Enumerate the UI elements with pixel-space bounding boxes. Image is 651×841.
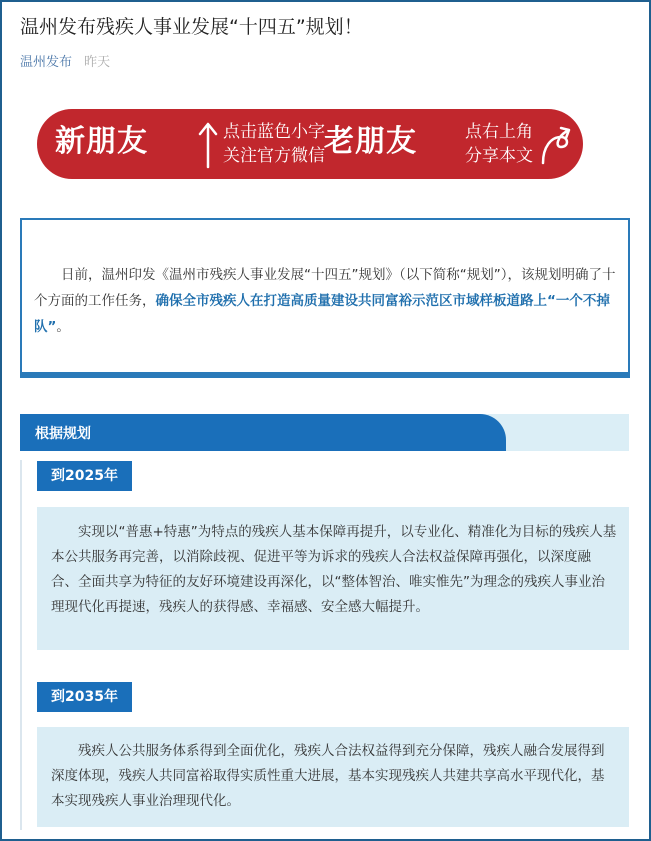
follow-banner <box>37 109 583 179</box>
intro-highlight: 确保全市残疾人在打造高质量建设共同富裕示范区市域样板道路上“一个不掉队” <box>34 293 610 335</box>
banner-new-line2: 关注官方微信 <box>223 146 325 166</box>
banner-old-friend: 老朋友 <box>324 124 417 159</box>
timeline-line <box>20 460 22 830</box>
section-header <box>20 414 629 451</box>
article-meta <box>20 51 110 70</box>
intro-text-after: 。 <box>56 319 70 335</box>
goal-text: 残疾人公共服务体系得到全面优化，残疾人合法权益得到充分保障，残疾人融合发展得到深度体现，残疾人共同富裕取得实质性重大进展，基本实现残疾人共建共享高水平现代化，基本实现残疾人事业治理现代化。 <box>51 743 605 809</box>
author-link[interactable]: 温州发布 <box>20 55 73 70</box>
goal-panel <box>37 727 629 827</box>
section-label: 根据规划 <box>35 426 91 442</box>
section-tab <box>20 414 506 451</box>
arrow-up-icon <box>197 121 219 169</box>
intro-paragraph <box>34 262 616 340</box>
banner-old-line2: 分享本文 <box>465 146 533 166</box>
intro-text-before: 日前，温州印发《温州市残疾人事业发展“十四五”规划》（以下简称“规划”），该规划明确了十个方面的工作任务， <box>34 267 616 309</box>
publish-time: 昨天 <box>84 55 111 70</box>
goal-year-tag: 到2035年 <box>37 682 132 712</box>
intro-box <box>20 218 630 378</box>
share-swirl-icon <box>537 123 577 167</box>
goal-text: 实现以“普惠+特惠”为特点的残疾人基本保障再提升，以专业化、精准化为目标的残疾人基本公共服务再完善，以消除歧视、促进平等为诉求的残疾人合法权益保障再强化，以深度融合、全面共享为特征的友好环境建设再深化，以“整体智治、唯实惟先”为理念的残疾人事业治理现代化再提速，残疾人的获得感、幸福感、安全感大幅提升。 <box>51 524 617 615</box>
article-title: 温州发布残疾人事业发展“十四五”规划！ <box>20 16 363 38</box>
banner-old-line1: 点右上角 <box>465 122 533 142</box>
goal-year-tag: 到2025年 <box>37 461 132 491</box>
goal-panel <box>37 507 629 650</box>
banner-new-line1: 点击蓝色小字 <box>223 122 325 142</box>
banner-new-friend: 新朋友 <box>55 124 148 159</box>
